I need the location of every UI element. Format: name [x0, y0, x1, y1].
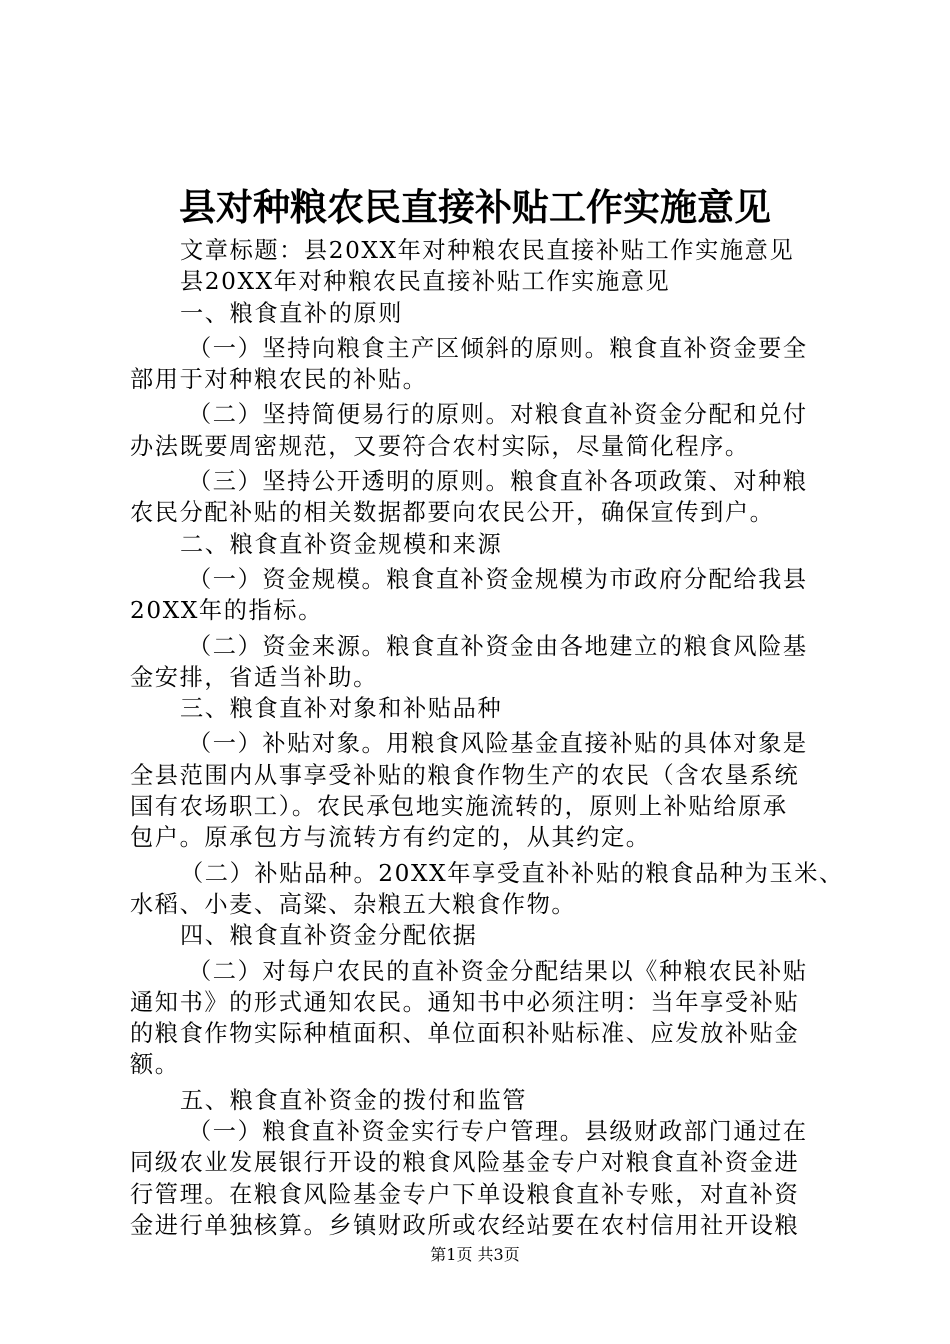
paragraph-line: （二）坚持简便易行的原则。对粮食直补资金分配和兑付	[188, 401, 808, 429]
paragraph-line: 通知书》的形式通知农民。通知书中必须注明：当年享受补贴	[130, 988, 800, 1016]
paragraph-line: 同级农业发展银行开设的粮食风险基金专户对粮食直补资金进	[130, 1149, 800, 1177]
paragraph-line: 20XX年的指标。	[130, 597, 323, 625]
paragraph-line: 金进行单独核算。乡镇财政所或农经站要在农村信用社开设粮	[130, 1211, 800, 1239]
paragraph-line: （二）资金来源。粮食直补资金由各地建立的粮食风险基	[188, 632, 808, 660]
paragraph-line: 行管理。在粮食风险基金专户下单设粮食直补专账，对直补资	[130, 1180, 800, 1208]
paragraph-line: 金安排，省适当补助。	[130, 663, 378, 691]
document-title: 县对种粮农民直接补贴工作实施意见	[179, 185, 771, 229]
paragraph-line: 部用于对种粮农民的补贴。	[130, 366, 428, 394]
section-heading-5: 五、粮食直补资金的拨付和监管	[180, 1086, 528, 1114]
article-title-line: 文章标题：县20XX年对种粮农民直接补贴工作实施意见	[180, 237, 795, 264]
document-body	[130, 235, 844, 1241]
subtitle-line: 县20XX年对种粮农民直接补贴工作实施意见	[180, 268, 671, 296]
paragraph-line: （一）资金规模。粮食直补资金规模为市政府分配给我县	[188, 565, 808, 593]
paragraph-line: （一）坚持向粮食主产区倾斜的原则。粮食直补资金要全	[188, 334, 808, 362]
paragraph-line: 农民分配补贴的相关数据都要向农民公开，确保宣传到户。	[130, 499, 775, 527]
section-heading-3: 三、粮食直补对象和补贴品种	[180, 695, 503, 723]
paragraph-line: 水稻、小麦、高粱、杂粮五大粮食作物。	[130, 890, 577, 918]
paragraph-line: 全县范围内从事享受补贴的粮食作物生产的农民（含农垦系统	[130, 761, 800, 789]
section-heading-1: 一、粮食直补的原则	[180, 299, 404, 327]
paragraph-line: 国有农场职工）。农民承包地实施流转的，原则上补贴给原承	[130, 793, 788, 821]
paragraph-line: （一）补贴对象。用粮食风险基金直接补贴的具体对象是	[188, 730, 808, 758]
section-heading-4: 四、粮食直补资金分配依据	[180, 922, 478, 950]
paragraph-line: 的粮食作物实际种植面积、单位面积补贴标准、应发放补贴金	[130, 1020, 800, 1048]
page-number-footer: 第1页 共3页	[430, 1245, 520, 1264]
paragraph-line: 额。	[130, 1051, 180, 1079]
paragraph-line: （一）粮食直补资金实行专户管理。县级财政部门通过在	[188, 1118, 808, 1146]
paragraph-line: （三）坚持公开透明的原则。粮食直补各项政策、对种粮	[188, 468, 808, 496]
paragraph-line: 包户。原承包方与流转方有约定的，从其约定。	[130, 824, 651, 852]
paragraph-line: 办法既要周密规范，又要符合农村实际，尽量简化程序。	[130, 432, 750, 460]
paragraph-line: （二）补贴品种。20XX年享受直补补贴的粮食品种为玉米、	[180, 859, 844, 887]
section-heading-2: 二、粮食直补资金规模和来源	[180, 530, 503, 558]
paragraph-line: （二）对每户农民的直补资金分配结果以《种粮农民补贴	[188, 957, 808, 985]
